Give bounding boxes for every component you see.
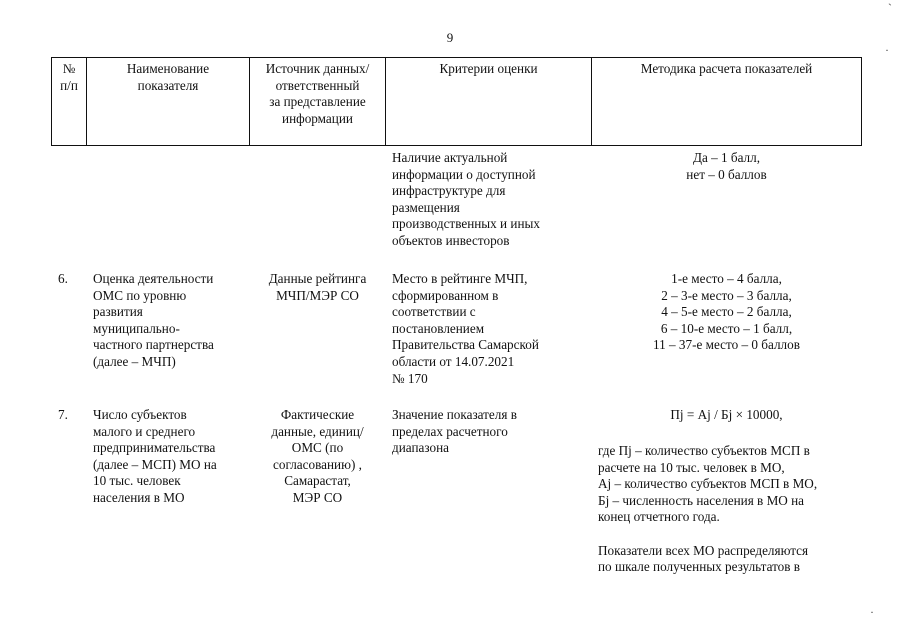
row-7-method-description: где Пj – количество субъектов МСП в расчете на 10 тыс. человек в МО, Аj – количество субъектов МСП в МО, Бj – численность населения в МО на конец отчетного года. Показатели всех МО распределяются по шкале полученных результатов в (598, 443, 860, 576)
table-border-right (861, 57, 862, 146)
row-7-indicator-name: Число субъектов малого и среднего предпринимательства (далее – МСП) МО на 10 тыс. человек населения в МО (93, 407, 217, 505)
row-7-criteria: Значение показателя в пределах расчетного диапазона (392, 407, 517, 456)
row-6-indicator-name: Оценка деятельности ОМС по уровню развития муниципально- частного партнерства (далее – МЧП) (93, 271, 214, 369)
header-method: Методика расчета показателей (640, 61, 813, 76)
row-6-data-source: Данные рейтинга МЧП/МЭР СО (268, 271, 367, 303)
page-number: 9 (446, 30, 454, 45)
header-data-source: Источник данных/ ответственный за представление информации (265, 61, 370, 126)
header-num: № п/п (60, 61, 78, 93)
paragraph-gap (598, 526, 860, 543)
scan-mark: ˋ (888, 1, 892, 15)
table-header-bottom (51, 145, 862, 146)
table-border-top (51, 57, 862, 58)
continuation-method: Да – 1 балл, нет – 0 баллов (686, 150, 767, 182)
scan-mark: · (885, 43, 889, 57)
row-6-method: 1-е место – 4 балла, 2 – 3-е место – 3 балла, 4 – 5-е место – 2 балла, 6 – 10-е место – 1 балл, 11 – 37-е место – 0 баллов (653, 271, 800, 353)
row-6-num: 6. (58, 271, 68, 286)
continuation-criteria: Наличие актуальной информации о доступной инфраструктуре для размещения производственных и иных объектов инвесторов (392, 150, 540, 248)
header-indicator-name: Наименование показателя (126, 61, 210, 93)
scan-mark: · (870, 605, 874, 619)
row-7-data-source: Фактические данные, единиц/ ОМС (по согласованию) , Самарастат, МЭР СО (271, 407, 364, 505)
row-6-criteria: Место в рейтинге МЧП, сформированном в соответствии с постановлением Правительства Самарской области от 14.07.2021 № 170 (392, 271, 539, 386)
row-7-num: 7. (58, 407, 68, 422)
header-criteria: Критерии оценки (439, 61, 538, 76)
row-7-method-formula: Пj = Аj / Бj × 10000, (670, 407, 783, 422)
